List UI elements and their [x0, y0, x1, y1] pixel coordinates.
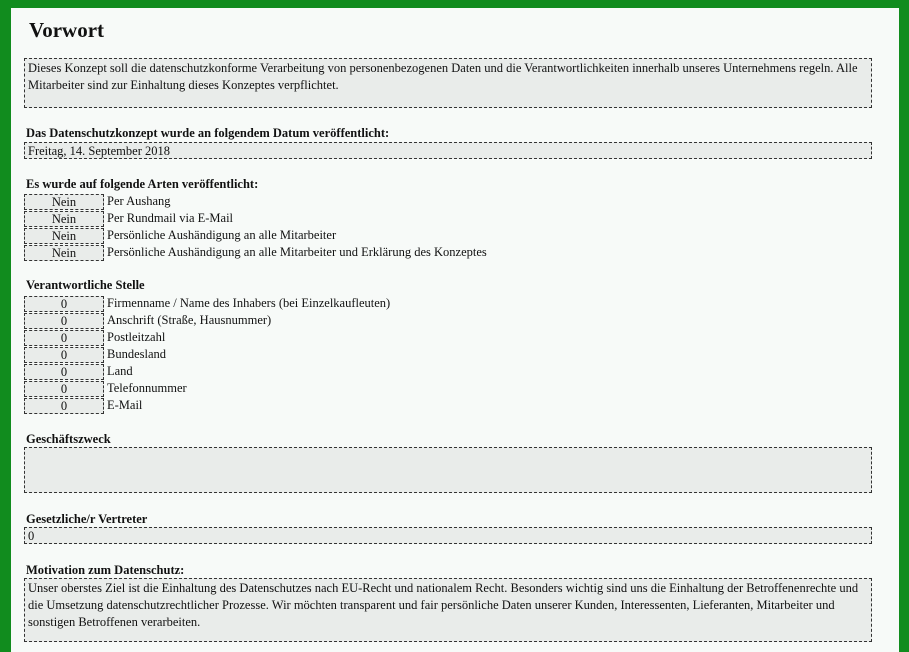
- responsible-heading: Verantwortliche Stelle: [26, 278, 145, 292]
- document-page: [11, 8, 899, 652]
- channel-label: Persönliche Aushändigung an alle Mitarbeiter: [107, 228, 337, 242]
- responsible-value-cell[interactable]: 0: [24, 296, 104, 312]
- responsible-row: [24, 380, 187, 397]
- responsible-row: [24, 397, 142, 414]
- channel-label: Per Aushang: [107, 194, 171, 208]
- channel-value-cell[interactable]: Nein: [24, 194, 104, 210]
- responsible-value-cell[interactable]: 0: [24, 330, 104, 346]
- motivation-text-box[interactable]: Unser oberstes Ziel ist die Einhaltung des Datenschutzes nach EU-Recht und nationalem Recht. Besonders wichtig sind uns die Einhaltung der Betroffenenrechte und die Umsetzung datenschutzrechtlicher Prozesse. Wir möchten transparent und fair persönliche Daten unserer Kunden, Interessenten, Lieferanten, Mitarbeiter und sonstigen Betroffenen verarbeiten.: [24, 578, 872, 642]
- page-title: Vorwort: [29, 18, 105, 42]
- responsible-label: Firmenname / Name des Inhabers (bei Einzelkaufleuten): [107, 296, 391, 310]
- channel-row: [24, 210, 233, 227]
- channel-value-cell[interactable]: Nein: [24, 211, 104, 227]
- responsible-value-cell[interactable]: 0: [24, 347, 104, 363]
- purpose-heading: Geschäftszweck: [26, 432, 111, 446]
- purpose-text-box[interactable]: [24, 447, 872, 493]
- channel-row: [24, 193, 171, 210]
- channels-heading: Es wurde auf folgende Arten veröffentlicht:: [26, 177, 259, 191]
- responsible-value-cell[interactable]: 0: [24, 398, 104, 414]
- responsible-value-cell[interactable]: 0: [24, 313, 104, 329]
- responsible-label: Bundesland: [107, 347, 167, 361]
- responsible-label: Telefonnummer: [107, 381, 187, 395]
- channel-row: [24, 227, 336, 244]
- responsible-row: [24, 312, 271, 329]
- channel-row: [24, 244, 487, 261]
- responsible-label: Postleitzahl: [107, 330, 166, 344]
- channel-label: Per Rundmail via E-Mail: [107, 211, 234, 225]
- responsible-label: Land: [107, 364, 133, 378]
- responsible-label: Anschrift (Straße, Hausnummer): [107, 313, 272, 327]
- channel-value-cell[interactable]: Nein: [24, 245, 104, 261]
- responsible-label: E-Mail: [107, 398, 143, 412]
- motivation-heading: Motivation zum Datenschutz:: [26, 563, 185, 577]
- responsible-row: [24, 329, 165, 346]
- intro-text-box[interactable]: Dieses Konzept soll die datenschutzkonforme Verarbeitung von personenbezogenen Daten und die Verantwortlichkeiten innerhalb unseres Unternehmens regeln. Alle Mitarbeiter sind zur Einhaltung dieses Konzeptes verpflichtet.: [24, 58, 872, 108]
- channel-value-cell[interactable]: Nein: [24, 228, 104, 244]
- published-date-field[interactable]: Freitag, 14. September 2018: [24, 142, 872, 159]
- channel-label: Persönliche Aushändigung an alle Mitarbeiter und Erklärung des Konzeptes: [107, 245, 487, 259]
- responsible-row: [24, 346, 166, 363]
- representative-field[interactable]: 0: [24, 527, 872, 544]
- responsible-value-cell[interactable]: 0: [24, 364, 104, 380]
- representative-heading: Gesetzliche/r Vertreter: [26, 512, 148, 526]
- published-heading: Das Datenschutzkonzept wurde an folgendem Datum veröffentlicht:: [26, 126, 390, 140]
- responsible-row: [24, 295, 390, 312]
- responsible-row: [24, 363, 133, 380]
- responsible-value-cell[interactable]: 0: [24, 381, 104, 397]
